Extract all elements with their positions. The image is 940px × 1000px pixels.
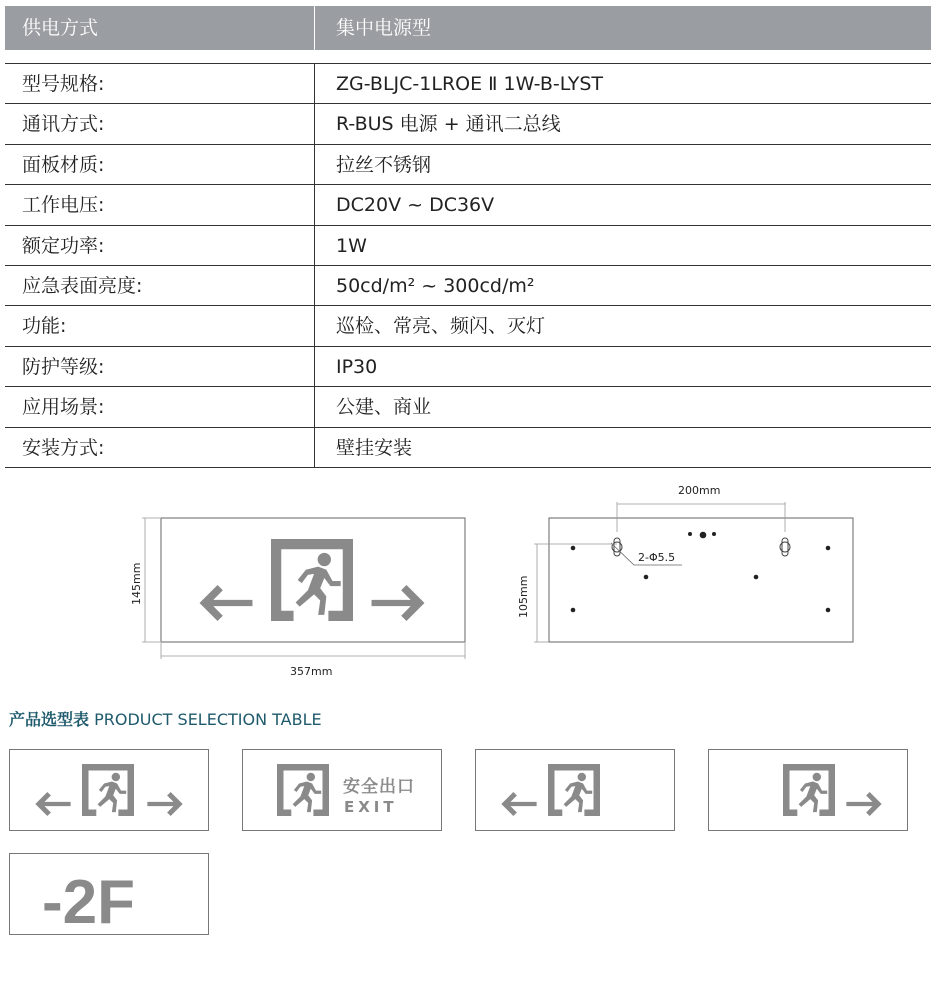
selection-card-both-arrows [9, 749, 209, 831]
selection-card-exit-text [242, 749, 442, 831]
spec-table [5, 6, 931, 468]
selection-card-floor [9, 853, 209, 935]
row-value: 50cd/m² ~ 300cd/m² [336, 274, 535, 297]
row-value: DC20V ~ DC36V [336, 194, 495, 217]
table-row [5, 104, 931, 144]
hole-size-label: 2-Φ5.5 [638, 551, 676, 564]
table-row [5, 185, 931, 225]
spec-table-body [5, 63, 931, 468]
row-value: R-BUS 电源 + 通讯二总线 [336, 113, 561, 136]
row-value: 壁挂安装 [336, 436, 413, 459]
row-value: 公建、商业 [336, 396, 432, 419]
row-key: 安装方式: [5, 428, 315, 467]
row-key: 防护等级: [5, 347, 315, 386]
selection-table-title [9, 707, 322, 730]
exit-right-arrow-icon [709, 750, 907, 830]
header-value: 集中电源型 [336, 17, 432, 39]
row-key: 通讯方式: [5, 104, 315, 143]
row-value: 巡检、常亮、频闪、灭灯 [336, 315, 546, 338]
row-key: 应急表面亮度: [5, 266, 315, 305]
hole-spacing-label: 200mm [678, 484, 721, 497]
table-row [5, 347, 931, 387]
sign-text-cn: 安全出口 [343, 777, 415, 797]
row-value: 拉丝不锈钢 [336, 153, 432, 176]
sign-text-en: EXIT [344, 798, 398, 816]
width-dimension-label: 357mm [290, 665, 333, 678]
selection-card-right-arrow [708, 749, 908, 831]
table-row [5, 266, 931, 306]
row-value: IP30 [336, 355, 378, 378]
front-view-drawing [120, 505, 480, 685]
row-key: 型号规格: [5, 64, 315, 103]
selection-card-left-arrow [475, 749, 675, 831]
back-height-label: 105mm [517, 575, 530, 618]
row-key: 工作电压: [5, 185, 315, 224]
height-dimension-label: 145mm [130, 562, 143, 605]
back-view-drawing [510, 480, 870, 660]
exit-both-arrows-icon [10, 750, 208, 830]
row-key: 面板材质: [5, 145, 315, 184]
table-row [5, 428, 931, 468]
table-row [5, 64, 931, 104]
exit-text-sign-icon [243, 750, 441, 830]
row-key: 应用场景: [5, 387, 315, 426]
table-row [5, 145, 931, 185]
selection-title-en: PRODUCT SELECTION TABLE [94, 710, 322, 729]
row-value: ZG-BLJC-1LROE Ⅱ 1W-B-LYST [336, 73, 604, 95]
selection-title-cn: 产品选型表 [9, 710, 90, 729]
floor-sign-icon [10, 854, 208, 934]
row-value: 1W [336, 234, 367, 257]
table-row [5, 306, 931, 346]
header-key: 供电方式 [5, 6, 315, 50]
floor-text: -2F [42, 868, 135, 934]
spec-table-header [5, 6, 931, 50]
table-row [5, 387, 931, 427]
exit-left-arrow-icon [476, 750, 674, 830]
table-row [5, 226, 931, 266]
row-key: 功能: [5, 306, 315, 345]
row-key: 额定功率: [5, 226, 315, 265]
